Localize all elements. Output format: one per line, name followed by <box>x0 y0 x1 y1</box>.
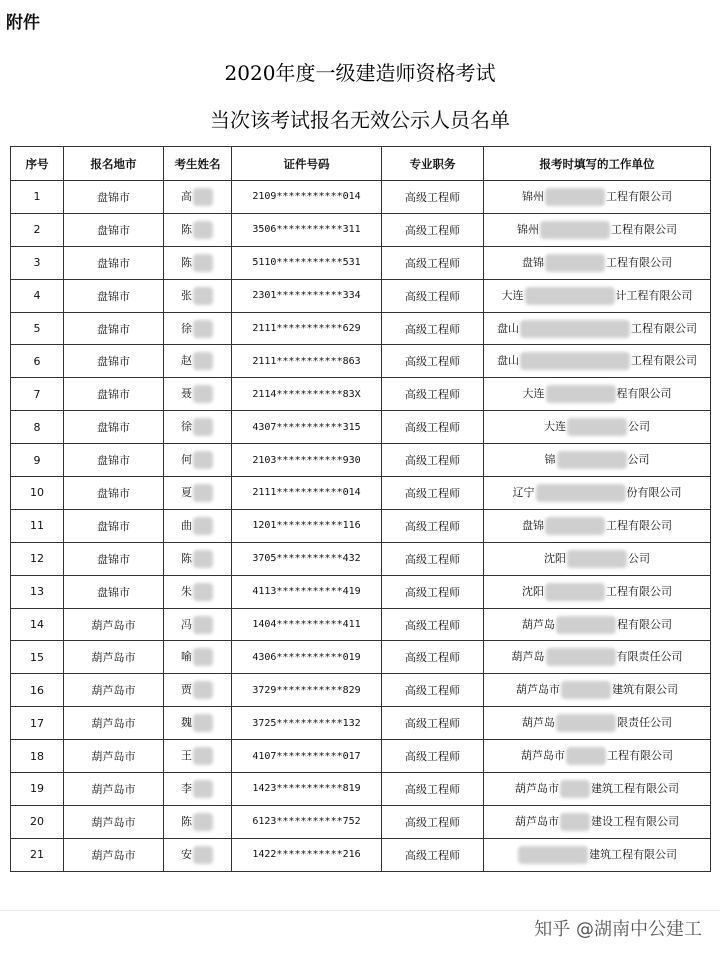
unit-prefix: 葫芦岛 <box>511 650 545 664</box>
redaction-blur <box>193 813 213 831</box>
redaction-blur <box>193 221 213 239</box>
row-name <box>164 608 232 641</box>
unit-suffix: 工程有限公司 <box>606 255 672 269</box>
table-row <box>11 641 711 674</box>
redaction-blur <box>193 846 213 864</box>
row-city: 盘锦市 <box>64 213 164 246</box>
row-city: 盘锦市 <box>64 181 164 214</box>
row-no: 5 <box>11 312 64 345</box>
row-name <box>164 411 232 444</box>
row-no: 2 <box>11 213 64 246</box>
row-work-unit <box>484 279 711 312</box>
row-no: 11 <box>11 509 64 542</box>
unit-suffix: 工程有限公司 <box>611 222 677 236</box>
name-surname: 李 <box>181 781 192 795</box>
unit-suffix: 建筑有限公司 <box>612 683 678 697</box>
zhihu-watermark: 知乎 @湖南中公建工 <box>534 919 702 940</box>
row-city: 盘锦市 <box>64 477 164 510</box>
unit-suffix: 限责任公司 <box>617 716 672 730</box>
unit-suffix: 份有限公司 <box>626 485 682 499</box>
row-work-unit <box>484 542 711 575</box>
row-no: 8 <box>11 411 64 444</box>
name-surname: 徐 <box>181 321 192 335</box>
name-surname: 聂 <box>181 387 192 401</box>
name-surname: 贾 <box>181 683 192 697</box>
redaction-blur <box>546 385 616 403</box>
row-id-number: 2109***********014 <box>232 181 382 214</box>
name-surname: 夏 <box>181 485 192 499</box>
document-subtitle: 当次该考试报名无效公示人员名单 <box>210 108 510 132</box>
row-work-unit <box>484 674 711 707</box>
unit-suffix: 建筑工程有限公司 <box>591 781 679 795</box>
redaction-blur <box>193 352 213 370</box>
row-name <box>164 740 232 773</box>
row-name <box>164 444 232 477</box>
row-professional-title: 高级工程师 <box>382 542 484 575</box>
row-name <box>164 279 232 312</box>
table-row <box>11 509 711 542</box>
table-row <box>11 740 711 773</box>
row-id-number: 4307***********315 <box>232 411 382 444</box>
unit-suffix: 建筑工程有限公司 <box>589 847 677 861</box>
redaction-blur <box>567 550 627 568</box>
row-work-unit <box>484 575 711 608</box>
unit-prefix: 大连 <box>501 288 524 302</box>
redaction-blur <box>556 714 616 732</box>
unit-suffix: 计工程有限公司 <box>615 288 693 302</box>
row-city: 盘锦市 <box>64 542 164 575</box>
table-row <box>11 312 711 345</box>
unit-suffix: 工程有限公司 <box>607 749 673 763</box>
row-professional-title: 高级工程师 <box>382 608 484 641</box>
row-id-number: 1201***********116 <box>232 509 382 542</box>
row-id-number: 2301***********334 <box>232 279 382 312</box>
unit-suffix: 工程有限公司 <box>631 321 697 335</box>
attachment-label: 附件 <box>6 13 40 33</box>
unit-suffix: 有限责任公司 <box>616 650 683 664</box>
name-surname: 王 <box>181 749 192 763</box>
unit-prefix: 辽宁 <box>512 485 535 499</box>
row-work-unit <box>484 608 711 641</box>
row-city: 盘锦市 <box>64 312 164 345</box>
row-no: 1 <box>11 181 64 214</box>
unit-suffix: 工程有限公司 <box>631 354 697 368</box>
row-no: 6 <box>11 345 64 378</box>
table-row <box>11 246 711 279</box>
footer-divider <box>0 910 720 911</box>
unit-prefix: 沈阳 <box>522 584 544 598</box>
unit-prefix: 大连 <box>522 387 545 401</box>
row-no: 4 <box>11 279 64 312</box>
redaction-blur <box>545 254 605 272</box>
name-surname: 陈 <box>181 255 192 269</box>
redaction-blur <box>520 352 630 370</box>
row-city: 葫芦岛市 <box>64 641 164 674</box>
table-row <box>11 707 711 740</box>
row-professional-title: 高级工程师 <box>382 312 484 345</box>
row-professional-title: 高级工程师 <box>382 345 484 378</box>
header-title: 专业职务 <box>382 147 484 181</box>
row-city: 盘锦市 <box>64 444 164 477</box>
name-surname: 陈 <box>181 222 192 236</box>
redaction-blur <box>545 517 605 535</box>
row-id-number: 3729***********829 <box>232 674 382 707</box>
unit-suffix: 程有限公司 <box>616 387 672 401</box>
row-id-number: 3506***********311 <box>232 213 382 246</box>
name-surname: 张 <box>181 288 192 302</box>
name-surname: 魏 <box>181 716 192 730</box>
unit-suffix: 公司 <box>628 551 650 565</box>
table-row <box>11 575 711 608</box>
redaction-blur <box>193 714 213 732</box>
row-no: 13 <box>11 575 64 608</box>
row-name <box>164 641 232 674</box>
row-city: 葫芦岛市 <box>64 773 164 806</box>
redaction-blur <box>193 320 213 338</box>
name-surname: 朱 <box>181 584 192 598</box>
unit-prefix: 盘锦 <box>522 518 544 532</box>
row-work-unit <box>484 378 711 411</box>
row-professional-title: 高级工程师 <box>382 181 484 214</box>
row-id-number: 3705***********432 <box>232 542 382 575</box>
row-name <box>164 542 232 575</box>
unit-prefix: 葫芦岛市 <box>521 749 565 763</box>
row-professional-title: 高级工程师 <box>382 707 484 740</box>
row-work-unit <box>484 509 711 542</box>
row-professional-title: 高级工程师 <box>382 838 484 871</box>
redaction-blur <box>520 320 630 338</box>
table-row <box>11 181 711 214</box>
redaction-blur <box>193 254 213 272</box>
row-name <box>164 509 232 542</box>
row-work-unit <box>484 181 711 214</box>
unit-suffix: 建设工程有限公司 <box>591 814 679 828</box>
redaction-blur <box>193 451 213 469</box>
redaction-blur <box>193 681 213 699</box>
name-surname: 冯 <box>181 617 192 631</box>
row-work-unit <box>484 312 711 345</box>
row-name <box>164 312 232 345</box>
row-city: 葫芦岛市 <box>64 838 164 871</box>
row-id-number: 4113***********419 <box>232 575 382 608</box>
row-work-unit <box>484 477 711 510</box>
row-professional-title: 高级工程师 <box>382 805 484 838</box>
row-id-number: 6123***********752 <box>232 805 382 838</box>
redaction-blur <box>193 648 213 666</box>
unit-suffix: 公司 <box>628 420 650 434</box>
unit-prefix: 盘山 <box>497 354 519 368</box>
redaction-blur <box>560 780 590 798</box>
row-id-number: 2103***********930 <box>232 444 382 477</box>
row-id-number: 1423***********819 <box>232 773 382 806</box>
row-work-unit <box>484 707 711 740</box>
row-name <box>164 345 232 378</box>
redaction-blur <box>566 747 606 765</box>
invalid-registration-table <box>10 146 711 872</box>
row-city: 盘锦市 <box>64 246 164 279</box>
row-no: 15 <box>11 641 64 674</box>
row-professional-title: 高级工程师 <box>382 279 484 312</box>
row-work-unit <box>484 213 711 246</box>
redaction-blur <box>560 813 590 831</box>
redaction-blur <box>545 188 605 206</box>
document-title: 2020年度一级建造师资格考试 <box>224 61 496 85</box>
name-surname: 曲 <box>181 518 192 532</box>
unit-prefix: 沈阳 <box>544 551 566 565</box>
row-no: 12 <box>11 542 64 575</box>
row-id-number: 4306***********019 <box>232 641 382 674</box>
row-professional-title: 高级工程师 <box>382 213 484 246</box>
unit-prefix: 葫芦岛 <box>522 617 555 631</box>
redaction-blur <box>193 747 213 765</box>
row-name <box>164 246 232 279</box>
row-name <box>164 213 232 246</box>
redaction-blur <box>193 780 213 798</box>
redaction-blur <box>193 418 213 436</box>
name-surname: 赵 <box>181 354 192 368</box>
row-city: 葫芦岛市 <box>64 707 164 740</box>
row-city: 葫芦岛市 <box>64 674 164 707</box>
unit-suffix: 公司 <box>627 453 650 467</box>
unit-prefix: 葫芦岛市 <box>515 814 559 828</box>
row-id-number: 2114***********83X <box>232 378 382 411</box>
row-professional-title: 高级工程师 <box>382 641 484 674</box>
unit-prefix: 盘锦 <box>522 255 544 269</box>
unit-prefix: 锦州 <box>522 189 544 203</box>
redaction-blur <box>536 484 626 502</box>
name-surname: 徐 <box>181 420 192 434</box>
table-row <box>11 444 711 477</box>
unit-prefix: 锦 <box>544 453 556 467</box>
row-name <box>164 805 232 838</box>
row-name <box>164 773 232 806</box>
header-unit: 报考时填写的工作单位 <box>484 147 711 181</box>
table-header-row <box>11 147 711 181</box>
header-no: 序号 <box>11 147 64 181</box>
row-id-number: 2111***********014 <box>232 477 382 510</box>
row-professional-title: 高级工程师 <box>382 444 484 477</box>
redaction-blur <box>546 648 616 666</box>
redaction-blur <box>193 188 213 206</box>
redaction-blur <box>193 616 213 634</box>
row-city: 盘锦市 <box>64 378 164 411</box>
row-no: 16 <box>11 674 64 707</box>
redaction-blur <box>193 287 213 305</box>
row-professional-title: 高级工程师 <box>382 411 484 444</box>
row-city: 葫芦岛市 <box>64 608 164 641</box>
unit-prefix: 葫芦岛市 <box>516 683 560 697</box>
row-city: 盘锦市 <box>64 345 164 378</box>
row-professional-title: 高级工程师 <box>382 378 484 411</box>
row-no: 18 <box>11 740 64 773</box>
redaction-blur <box>518 846 588 864</box>
row-no: 3 <box>11 246 64 279</box>
unit-suffix: 程有限公司 <box>617 617 672 631</box>
row-professional-title: 高级工程师 <box>382 246 484 279</box>
table-row <box>11 345 711 378</box>
row-work-unit <box>484 773 711 806</box>
redaction-blur <box>540 221 610 239</box>
row-no: 14 <box>11 608 64 641</box>
redaction-blur <box>193 550 213 568</box>
row-id-number: 3725***********132 <box>232 707 382 740</box>
row-city: 葫芦岛市 <box>64 740 164 773</box>
unit-prefix: 锦州 <box>517 222 539 236</box>
row-professional-title: 高级工程师 <box>382 477 484 510</box>
header-city: 报名地市 <box>64 147 164 181</box>
table-row <box>11 279 711 312</box>
table-row <box>11 477 711 510</box>
row-no: 7 <box>11 378 64 411</box>
row-work-unit <box>484 246 711 279</box>
row-city: 盘锦市 <box>64 411 164 444</box>
row-no: 10 <box>11 477 64 510</box>
table-row <box>11 378 711 411</box>
row-name <box>164 838 232 871</box>
row-no: 9 <box>11 444 64 477</box>
row-id-number: 1422***********216 <box>232 838 382 871</box>
row-name <box>164 575 232 608</box>
unit-prefix: 盘山 <box>497 321 519 335</box>
row-work-unit <box>484 641 711 674</box>
table-row <box>11 542 711 575</box>
row-professional-title: 高级工程师 <box>382 674 484 707</box>
table-row <box>11 773 711 806</box>
redaction-blur <box>556 616 616 634</box>
redaction-blur <box>567 418 627 436</box>
row-no: 17 <box>11 707 64 740</box>
row-no: 20 <box>11 805 64 838</box>
redaction-blur <box>557 451 627 469</box>
table-row <box>11 213 711 246</box>
unit-prefix: 葫芦岛 <box>522 716 555 730</box>
name-surname: 高 <box>181 189 192 203</box>
redaction-blur <box>525 287 615 305</box>
name-surname: 陈 <box>181 551 192 565</box>
row-id-number: 2111***********863 <box>232 345 382 378</box>
row-id-number: 1404***********411 <box>232 608 382 641</box>
row-city: 盘锦市 <box>64 509 164 542</box>
row-work-unit <box>484 805 711 838</box>
row-name <box>164 378 232 411</box>
redaction-blur <box>193 517 213 535</box>
header-name: 考生姓名 <box>164 147 232 181</box>
row-professional-title: 高级工程师 <box>382 740 484 773</box>
row-name <box>164 181 232 214</box>
name-surname: 喻 <box>181 650 192 664</box>
name-surname: 陈 <box>181 814 192 828</box>
unit-prefix: 葫芦岛市 <box>515 781 559 795</box>
row-id-number: 4107***********017 <box>232 740 382 773</box>
row-city: 盘锦市 <box>64 279 164 312</box>
redaction-blur <box>545 583 605 601</box>
table-row <box>11 838 711 871</box>
name-surname: 安 <box>181 847 192 861</box>
row-name <box>164 707 232 740</box>
redaction-blur <box>561 681 611 699</box>
row-no: 21 <box>11 838 64 871</box>
unit-suffix: 工程有限公司 <box>606 518 672 532</box>
redaction-blur <box>193 583 213 601</box>
unit-suffix: 工程有限公司 <box>606 584 672 598</box>
unit-prefix: 大连 <box>544 420 566 434</box>
row-city: 葫芦岛市 <box>64 805 164 838</box>
row-work-unit <box>484 838 711 871</box>
row-work-unit <box>484 740 711 773</box>
table-row <box>11 411 711 444</box>
redaction-blur <box>193 385 213 403</box>
row-id-number: 5110***********531 <box>232 246 382 279</box>
table-row <box>11 805 711 838</box>
unit-suffix: 工程有限公司 <box>606 189 672 203</box>
row-professional-title: 高级工程师 <box>382 509 484 542</box>
row-no: 19 <box>11 773 64 806</box>
row-professional-title: 高级工程师 <box>382 575 484 608</box>
table-row <box>11 608 711 641</box>
table-row <box>11 674 711 707</box>
row-work-unit <box>484 345 711 378</box>
row-city: 盘锦市 <box>64 575 164 608</box>
header-id: 证件号码 <box>232 147 382 181</box>
name-surname: 何 <box>181 453 192 467</box>
row-name <box>164 674 232 707</box>
row-id-number: 2111***********629 <box>232 312 382 345</box>
row-work-unit <box>484 444 711 477</box>
row-professional-title: 高级工程师 <box>382 773 484 806</box>
redaction-blur <box>193 484 213 502</box>
row-work-unit <box>484 411 711 444</box>
row-name <box>164 477 232 510</box>
